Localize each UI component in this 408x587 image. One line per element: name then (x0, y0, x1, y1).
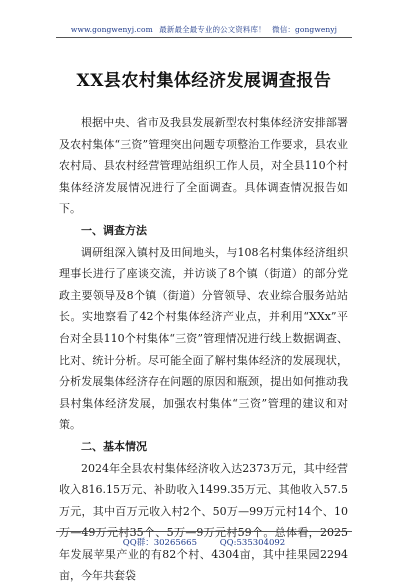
site-tagline: 最新最全最专业的公文资料库！ (159, 25, 265, 34)
section-heading-methods: 一、调查方法 (59, 220, 348, 242)
document-title: XX县农村集体经济发展调查报告 (0, 66, 408, 91)
header-divider (56, 37, 352, 38)
footer-divider (56, 531, 352, 532)
top-banner (0, 24, 408, 35)
section-heading-basics: 二、基本情况 (59, 436, 348, 458)
qq-contact: QQ:535304092 (220, 538, 285, 548)
wechat-id: 微信：gongwenyj (272, 25, 337, 34)
site-url: www.gongwenyj.com (71, 25, 153, 34)
intro-paragraph: 根据中央、省市及我县发展新型农村集体经济安排部署及农村集体“三资”管理突出问题专项整治工作要求，县农业农村局、县农村经营管理站组织工作人员，对全县110个村集体经济发展情况进行了全面调查。具体调查情况报告如下。 (59, 112, 348, 220)
qq-group: QQ群：30265665 (123, 538, 197, 548)
basics-paragraph: 2024年全县农村集体经济收入达2373万元，其中经营收入816.15万元、补助收入1499.35万元、其他收入57.5万元，其中百万元收入村2个、50万—99万元村14个、10万—49万元村35个、5万—9万元村59个。总体看，2025年发展苹果产业的有82个村、4304亩，其中挂果园2294亩，今年共套袋 (59, 458, 348, 587)
methods-paragraph: 调研组深入镇村及田间地头，与108名村集体经济组织理事长进行了座谈交流，并访谈了8个镇（街道）的部分党政主要领导及8个镇（街道）分管领导、农业综合服务站站长。实地察看了42个村集体经济产业点，并利用“XXx”平台对全县110个村集体“三资”管理情况进行线上数据调查、比对、统计分析。尽可能全面了解村集体经济的发展现状，分析发展集体经济存在问题的原因和瓶颈，提出如何推动我县村集体经济发展，加强农村集体“三资”管理的建议和对策。 (59, 242, 348, 436)
document-body (59, 112, 348, 587)
page-footer (0, 536, 408, 548)
